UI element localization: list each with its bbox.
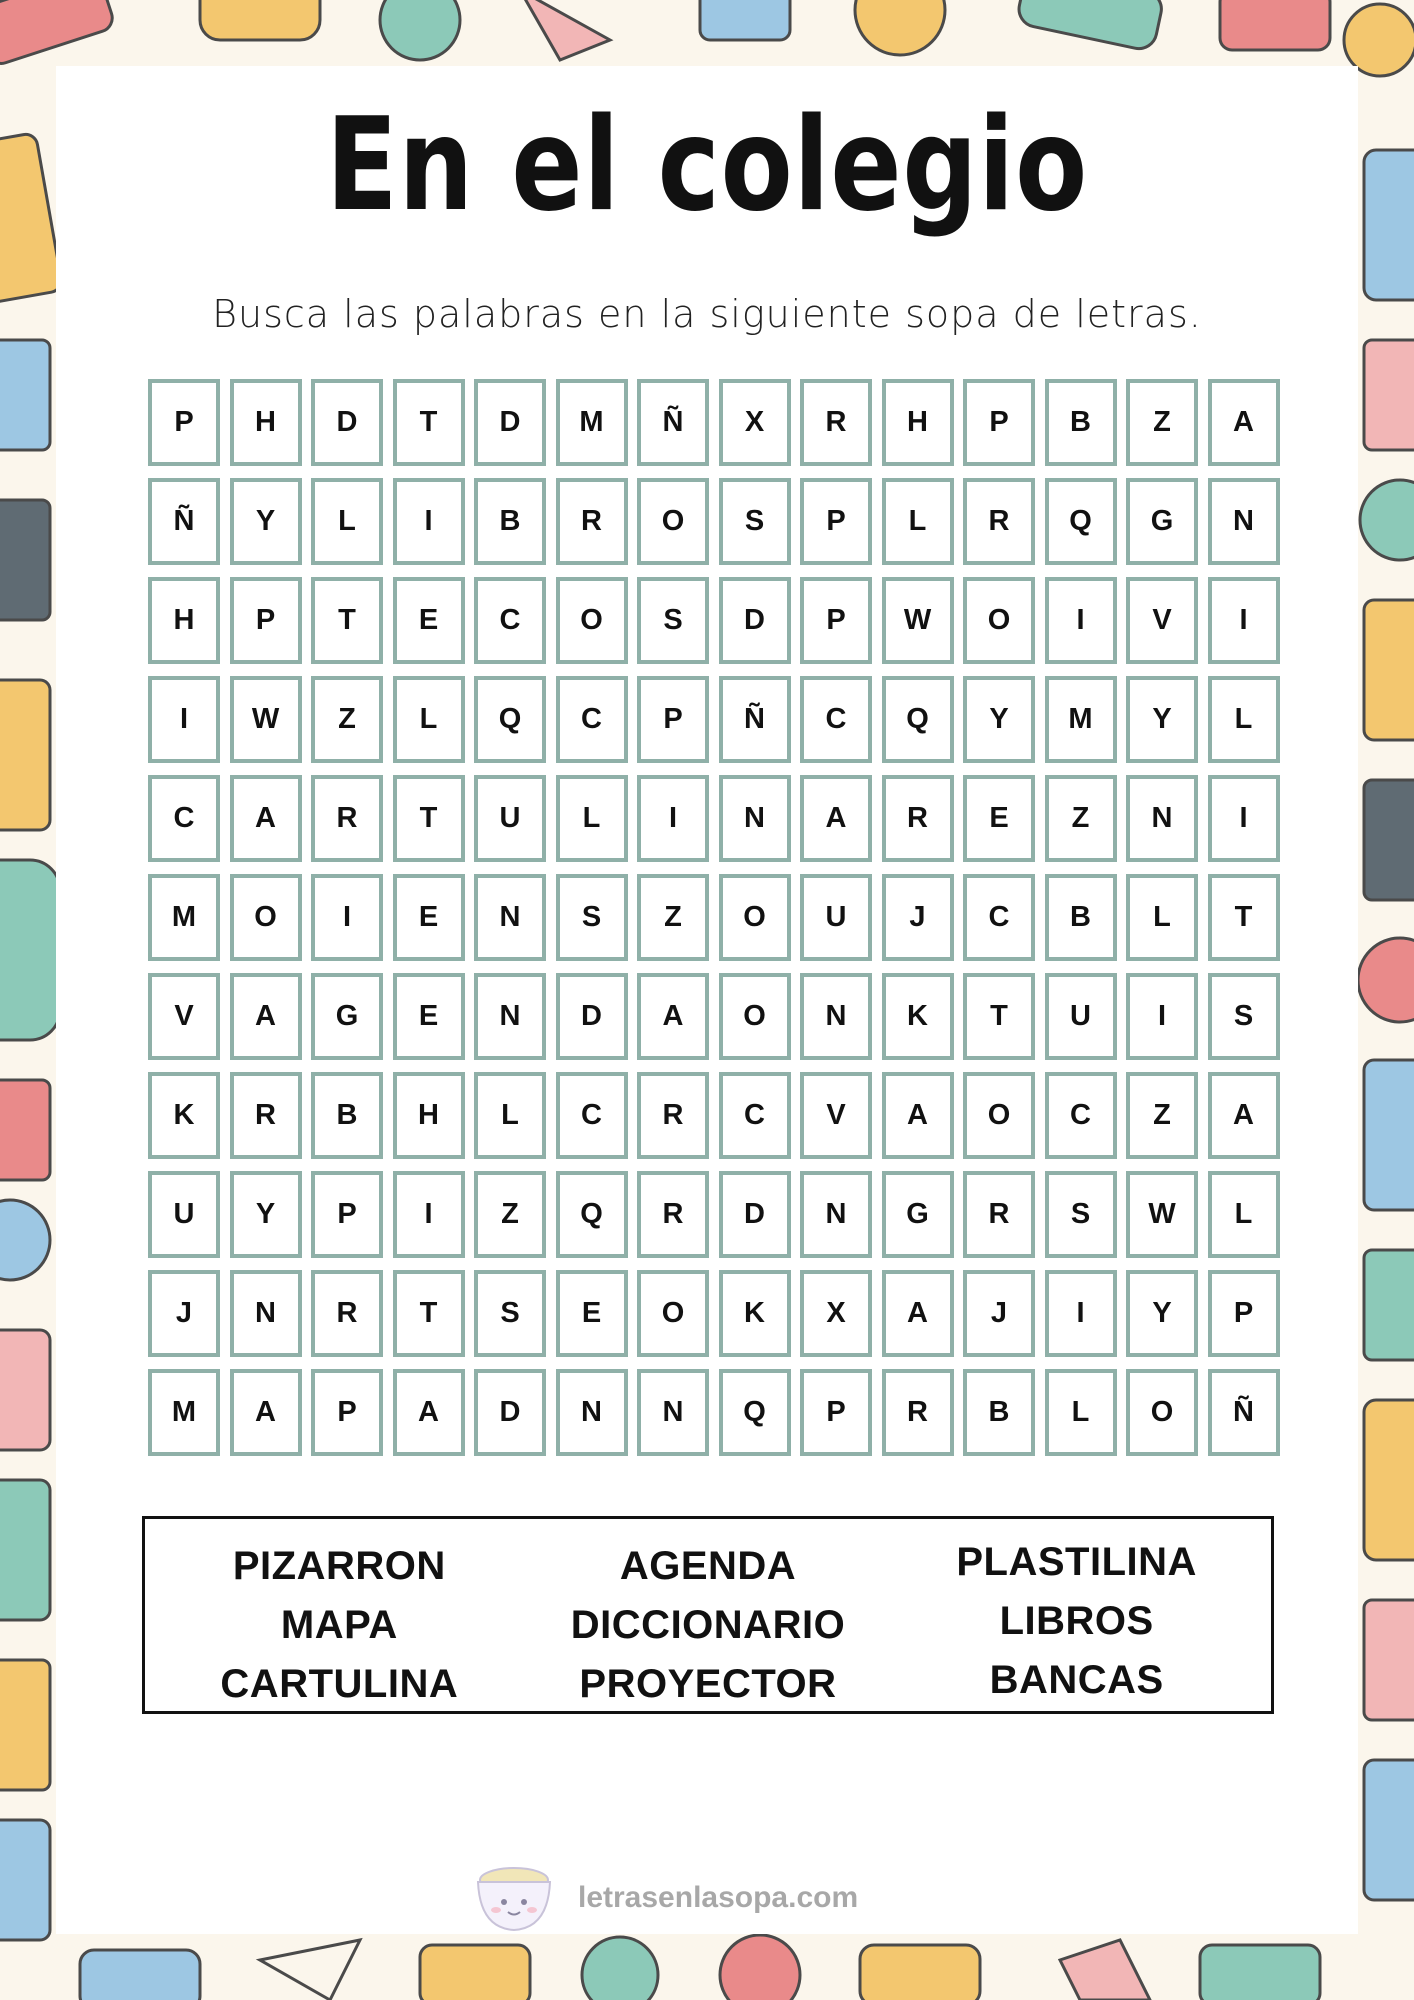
grid-cell[interactable]: W <box>230 676 302 763</box>
grid-cell[interactable]: S <box>556 874 628 961</box>
grid-cell[interactable]: J <box>148 1270 220 1357</box>
grid-cell[interactable]: N <box>556 1369 628 1456</box>
grid-cell[interactable]: T <box>311 577 383 664</box>
grid-cell[interactable]: R <box>311 1270 383 1357</box>
grid-cell[interactable]: S <box>637 577 709 664</box>
grid-cell[interactable]: P <box>311 1369 383 1456</box>
grid-cell[interactable]: D <box>474 1369 546 1456</box>
grid-cell[interactable]: T <box>393 379 465 466</box>
grid-cell[interactable]: L <box>1208 676 1280 763</box>
grid-cell[interactable]: M <box>556 379 628 466</box>
grid-cell[interactable]: V <box>1126 577 1198 664</box>
site-url[interactable]: letrasenlasopa.com <box>578 1881 859 1914</box>
grid-cell[interactable]: G <box>1126 478 1198 565</box>
word-column <box>524 1537 893 1714</box>
grid-cell[interactable]: O <box>1126 1369 1198 1456</box>
grid-cell[interactable]: I <box>311 874 383 961</box>
grid-cell[interactable]: T <box>963 973 1035 1060</box>
grid-cell[interactable]: J <box>963 1270 1035 1357</box>
grid-cell[interactable]: U <box>148 1171 220 1258</box>
bowl-mascot-icon <box>466 1858 562 1938</box>
grid-cell[interactable]: A <box>230 775 302 862</box>
grid-cell[interactable]: U <box>1045 973 1117 1060</box>
grid-cell[interactable]: C <box>148 775 220 862</box>
grid-cell[interactable]: K <box>882 973 954 1060</box>
grid-cell[interactable]: O <box>719 973 791 1060</box>
grid-cell[interactable]: I <box>148 676 220 763</box>
grid-cell[interactable]: Y <box>1126 676 1198 763</box>
grid-cell[interactable]: Z <box>637 874 709 961</box>
grid-cell[interactable]: C <box>556 676 628 763</box>
grid-cell[interactable]: H <box>148 577 220 664</box>
grid-cell[interactable]: O <box>719 874 791 961</box>
grid-cell[interactable]: Q <box>719 1369 791 1456</box>
grid-cell[interactable]: T <box>393 1270 465 1357</box>
grid-cell[interactable]: J <box>882 874 954 961</box>
grid-cell[interactable]: A <box>800 775 872 862</box>
grid-cell[interactable]: R <box>963 478 1035 565</box>
grid-cell[interactable]: G <box>311 973 383 1060</box>
grid-cell[interactable]: M <box>148 874 220 961</box>
grid-cell[interactable]: Y <box>963 676 1035 763</box>
grid-cell[interactable]: B <box>963 1369 1035 1456</box>
word-item: AGENDA <box>619 1544 797 1588</box>
grid-cell[interactable]: Y <box>230 478 302 565</box>
grid-cell[interactable]: R <box>311 775 383 862</box>
grid-cell[interactable]: L <box>474 1072 546 1159</box>
grid-cell[interactable]: K <box>719 1270 791 1357</box>
grid-cell[interactable]: R <box>230 1072 302 1159</box>
grid-cell[interactable]: M <box>148 1369 220 1456</box>
grid-cell[interactable]: P <box>800 577 872 664</box>
grid-cell[interactable]: L <box>556 775 628 862</box>
grid-cell[interactable]: T <box>1208 874 1280 961</box>
grid-cell[interactable]: D <box>719 577 791 664</box>
word-list-box <box>142 1516 1274 1714</box>
page-title: En el colegio <box>325 91 1089 240</box>
word-item: PIZARRON <box>232 1544 446 1588</box>
word-column <box>892 1533 1261 1714</box>
grid-cell[interactable]: Q <box>882 676 954 763</box>
grid-cell[interactable]: D <box>474 379 546 466</box>
grid-cell[interactable]: I <box>1126 973 1198 1060</box>
grid-cell[interactable]: R <box>556 478 628 565</box>
grid-cell[interactable]: C <box>474 577 546 664</box>
word-item: MAPA <box>280 1603 398 1647</box>
word-item: CARTULINA <box>220 1662 459 1706</box>
grid-cell[interactable]: Y <box>1126 1270 1198 1357</box>
grid-cell[interactable]: S <box>1045 1171 1117 1258</box>
grid-cell[interactable]: R <box>800 379 872 466</box>
grid-cell[interactable]: Ñ <box>148 478 220 565</box>
grid-cell[interactable]: A <box>1208 379 1280 466</box>
grid-cell[interactable]: H <box>230 379 302 466</box>
grid-cell[interactable]: S <box>474 1270 546 1357</box>
grid-cell[interactable]: I <box>1045 1270 1117 1357</box>
grid-cell[interactable]: P <box>800 478 872 565</box>
grid-cell[interactable]: P <box>637 676 709 763</box>
grid-cell[interactable]: R <box>963 1171 1035 1258</box>
grid-cell[interactable]: M <box>1045 676 1117 763</box>
grid-cell[interactable]: N <box>800 1171 872 1258</box>
grid-cell[interactable]: T <box>393 775 465 862</box>
grid-cell[interactable]: I <box>393 478 465 565</box>
grid-cell[interactable]: W <box>882 577 954 664</box>
grid-cell[interactable]: P <box>230 577 302 664</box>
grid-cell[interactable]: C <box>1045 1072 1117 1159</box>
grid-cell[interactable]: P <box>311 1171 383 1258</box>
site-footer <box>466 1858 858 1938</box>
grid-cell[interactable]: B <box>1045 874 1117 961</box>
grid-cell[interactable]: N <box>474 874 546 961</box>
grid-cell[interactable]: Z <box>474 1171 546 1258</box>
grid-cell[interactable]: V <box>800 1072 872 1159</box>
grid-cell[interactable]: A <box>230 973 302 1060</box>
grid-cell[interactable]: N <box>230 1270 302 1357</box>
grid-cell[interactable]: B <box>474 478 546 565</box>
grid-cell[interactable]: I <box>637 775 709 862</box>
grid-cell[interactable]: C <box>556 1072 628 1159</box>
grid-cell[interactable]: O <box>637 478 709 565</box>
grid-cell[interactable]: B <box>1045 379 1117 466</box>
grid-cell[interactable]: Z <box>1045 775 1117 862</box>
grid-cell[interactable]: P <box>800 1369 872 1456</box>
grid-cell[interactable]: R <box>637 1072 709 1159</box>
grid-cell[interactable]: L <box>1045 1369 1117 1456</box>
grid-cell[interactable]: N <box>637 1369 709 1456</box>
grid-cell[interactable]: P <box>1208 1270 1280 1357</box>
word-item: PLASTILINA <box>956 1540 1197 1584</box>
grid-cell[interactable]: A <box>882 1072 954 1159</box>
grid-cell[interactable]: A <box>637 973 709 1060</box>
word-item: PROYECTOR <box>579 1662 837 1706</box>
grid-cell[interactable]: N <box>1126 775 1198 862</box>
grid-cell[interactable]: U <box>474 775 546 862</box>
grid-cell[interactable]: D <box>719 1171 791 1258</box>
grid-cell[interactable]: C <box>719 1072 791 1159</box>
grid-cell[interactable]: D <box>556 973 628 1060</box>
grid-cell[interactable]: L <box>1126 874 1198 961</box>
grid-cell[interactable]: Ñ <box>1208 1369 1280 1456</box>
grid-cell[interactable]: Y <box>230 1171 302 1258</box>
grid-cell[interactable]: O <box>963 577 1035 664</box>
word-item: LIBROS <box>999 1599 1154 1643</box>
grid-cell[interactable]: Z <box>1126 1072 1198 1159</box>
grid-cell[interactable]: I <box>393 1171 465 1258</box>
grid-cell[interactable]: H <box>882 379 954 466</box>
grid-cell[interactable]: X <box>719 379 791 466</box>
grid-cell[interactable]: A <box>230 1369 302 1456</box>
grid-cell[interactable]: P <box>963 379 1035 466</box>
word-column <box>155 1537 524 1714</box>
grid-cell[interactable]: Q <box>1045 478 1117 565</box>
word-item: DICCIONARIO <box>570 1603 846 1647</box>
grid-cell[interactable]: V <box>148 973 220 1060</box>
grid-cell[interactable]: A <box>393 1369 465 1456</box>
grid-cell[interactable]: N <box>719 775 791 862</box>
word-item: BANCAS <box>989 1658 1164 1702</box>
grid-cell[interactable]: B <box>311 1072 383 1159</box>
grid-cell[interactable]: I <box>1208 577 1280 664</box>
grid-cell[interactable]: E <box>963 775 1035 862</box>
grid-cell[interactable]: L <box>311 478 383 565</box>
grid-cell[interactable]: W <box>1126 1171 1198 1258</box>
grid-cell[interactable]: O <box>230 874 302 961</box>
grid-cell[interactable]: N <box>1208 478 1280 565</box>
grid-cell[interactable]: L <box>393 676 465 763</box>
grid-cell[interactable]: P <box>148 379 220 466</box>
grid-cell[interactable]: C <box>963 874 1035 961</box>
grid-cell[interactable]: E <box>393 973 465 1060</box>
grid-cell[interactable]: L <box>1208 1171 1280 1258</box>
grid-cell[interactable]: S <box>1208 973 1280 1060</box>
grid-cell[interactable]: N <box>800 973 872 1060</box>
grid-cell[interactable]: R <box>637 1171 709 1258</box>
grid-cell[interactable]: H <box>393 1072 465 1159</box>
grid-cell[interactable]: Z <box>1126 379 1198 466</box>
grid-cell[interactable]: I <box>1045 577 1117 664</box>
instructions-text: Busca las palabras en la siguiente sopa de letras. <box>212 292 1202 336</box>
grid-cell[interactable]: E <box>393 874 465 961</box>
grid-cell[interactable]: D <box>311 379 383 466</box>
grid-cell[interactable]: O <box>556 577 628 664</box>
grid-cell[interactable]: E <box>556 1270 628 1357</box>
grid-cell[interactable]: L <box>882 478 954 565</box>
grid-cell[interactable]: C <box>800 676 872 763</box>
grid-cell[interactable]: I <box>1208 775 1280 862</box>
grid-cell[interactable]: S <box>719 478 791 565</box>
grid-cell[interactable]: A <box>1208 1072 1280 1159</box>
grid-cell[interactable]: Z <box>311 676 383 763</box>
grid-cell[interactable]: Ñ <box>719 676 791 763</box>
grid-cell[interactable]: U <box>800 874 872 961</box>
grid-cell[interactable]: X <box>800 1270 872 1357</box>
grid-cell[interactable]: Q <box>474 676 546 763</box>
grid-cell[interactable]: G <box>882 1171 954 1258</box>
grid-cell[interactable]: O <box>637 1270 709 1357</box>
grid-cell[interactable]: N <box>474 973 546 1060</box>
grid-cell[interactable]: O <box>963 1072 1035 1159</box>
grid-cell[interactable]: Ñ <box>637 379 709 466</box>
grid-cell[interactable]: A <box>882 1270 954 1357</box>
letter-grid <box>148 379 1280 1456</box>
grid-cell[interactable]: E <box>393 577 465 664</box>
grid-cell[interactable]: Q <box>556 1171 628 1258</box>
grid-cell[interactable]: R <box>882 775 954 862</box>
grid-cell[interactable]: K <box>148 1072 220 1159</box>
grid-cell[interactable]: R <box>882 1369 954 1456</box>
